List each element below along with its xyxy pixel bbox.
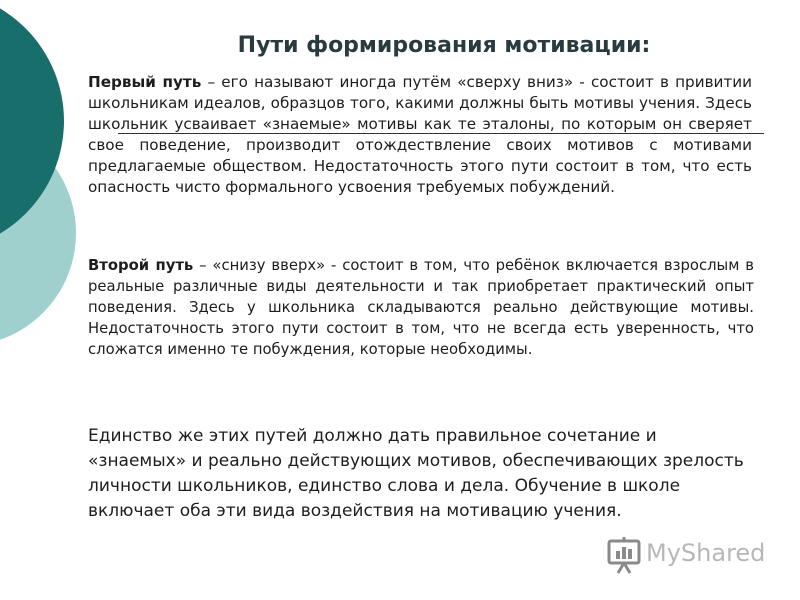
watermark-text: MyShared	[646, 539, 766, 567]
slide-title: Пути формирования мотивации:	[237, 33, 651, 58]
first-path-paragraph	[88, 72, 752, 198]
myshared-watermark	[606, 535, 776, 579]
second-path-text: – «снизу вверх» - состоит в том, что ребёнок включается взрослым в реальные различные виды деятельности и так приобретает практический опыт поведения. Здесь у школьника складываются реально действующие мотивы. Недостаточность этого пути состоит в том, что не всегда есть уверенность, что сложатся именно те побуждения, которые необходимы.	[88, 257, 754, 358]
second-path-label: Второй путь	[88, 257, 194, 274]
first-path-text: – его называют иногда путём «сверху вниз» - состоит в привитии школьникам идеалов, образцов того, какими должны быть мотивы учения. Здесь школьник усваивает «знаемые» мотивы как те эталоны, по которым он сверяет свое поведение, производит отождествление своих мотивов с мотивами предлагаемые обществом. Недостаточность этого пути состоит в том, что есть опасность чисто формального усвоения требуемых побуждений.	[88, 73, 752, 196]
first-path-label: Первый путь	[88, 73, 202, 91]
conclusion-paragraph: Единство же этих путей должно дать правильное сочетание и «знаемых» и реально действующих мотивов, обеспечивающих зрелость личности школьников, единство слова и дела. Обучение в школе включает оба эти вида воздействия на мотивацию учения.	[88, 426, 744, 521]
presentation-board-icon	[606, 537, 642, 575]
underline-rule	[118, 133, 764, 134]
second-path-paragraph	[88, 255, 754, 360]
